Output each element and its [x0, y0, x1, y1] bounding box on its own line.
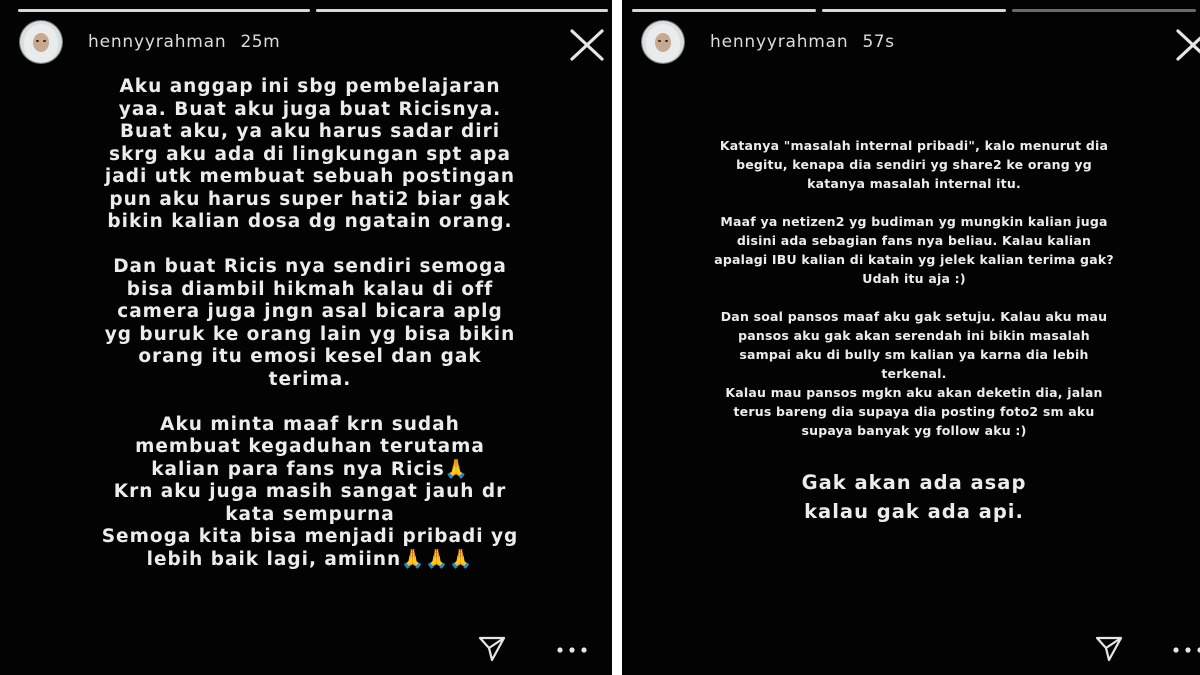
close-icon[interactable]: [566, 28, 610, 64]
post-time: 57s: [862, 32, 895, 52]
paper-plane-icon[interactable]: [1094, 634, 1124, 664]
story-text: Aku anggap ini sbg pembelajaran yaa. Buat aku juga buat Ricisnya. Buat aku, ya aku harus sadar diri skrg aku ada di lingkungan spt apa jadi utk membuat sebuah postingan pun aku harus super hati2 biar gak bikin kalian dosa dg ngatain orang. Dan buat Ricis nya sendiri semoga bisa diambil hikmah kalau di off camera juga jngn asal bicara aplg yg buruk ke orang lain yg bisa bikin orang itu emosi kesel dan gak terima. Aku minta maaf krn sudah membuat kegaduhan terutama kalian para fans nya Ricis🙏 Krn aku juga masih sangat jauh dr kata sempurna Semoga kita bisa menjadi pribadi yg lebih baik lagi, amiinn🙏🙏🙏: [101, 76, 519, 570]
avatar[interactable]: [20, 21, 62, 63]
story-progress-bar: [632, 9, 1196, 12]
story-header: [20, 22, 280, 62]
paper-plane-icon[interactable]: [477, 634, 507, 664]
progress-segment: [632, 9, 816, 12]
story-progress-bar: [18, 9, 608, 12]
progress-segment: [1012, 9, 1196, 12]
username[interactable]: hennyyrahman: [88, 32, 227, 52]
username[interactable]: hennyyrahman: [710, 32, 849, 52]
more-options-icon[interactable]: [554, 634, 590, 664]
post-time: 25m: [240, 32, 281, 52]
progress-segment: [822, 9, 1006, 12]
close-icon[interactable]: [1172, 28, 1200, 64]
more-options-icon[interactable]: [1170, 634, 1200, 664]
story-panel-right[interactable]: [622, 0, 1200, 675]
story-text: Katanya "masalah internal pribadi", kalo menurut dia begitu, kenapa dia sendiri yg share2 ke orang yg katanya masalah internal itu. Maaf ya netizen2 yg budiman yg mungkin kalian juga disini ada sebagian fans nya beliau. Kalau kalian apalagi IBU kalian di katain yg jelek kalian terima gak? Udah itu aja :) Dan soal pansos maaf aku gak setuju. Kalau aku mau pansos aku gak akan serendah ini bikin masalah sampai aku di bully sm kalian ya karna dia lebih terkenal. Kalau mau pansos mgkn aku akan deketin dia, jalan terus bareng dia supaya dia posting foto2 sm aku supaya banyak yg follow aku :): [714, 138, 1114, 438]
story-header: [642, 22, 894, 62]
progress-segment: [316, 9, 608, 12]
story-big-text: Gak akan ada asap kalau gak ada api.: [801, 471, 1027, 523]
avatar[interactable]: [642, 21, 684, 63]
progress-segment: [18, 9, 310, 12]
